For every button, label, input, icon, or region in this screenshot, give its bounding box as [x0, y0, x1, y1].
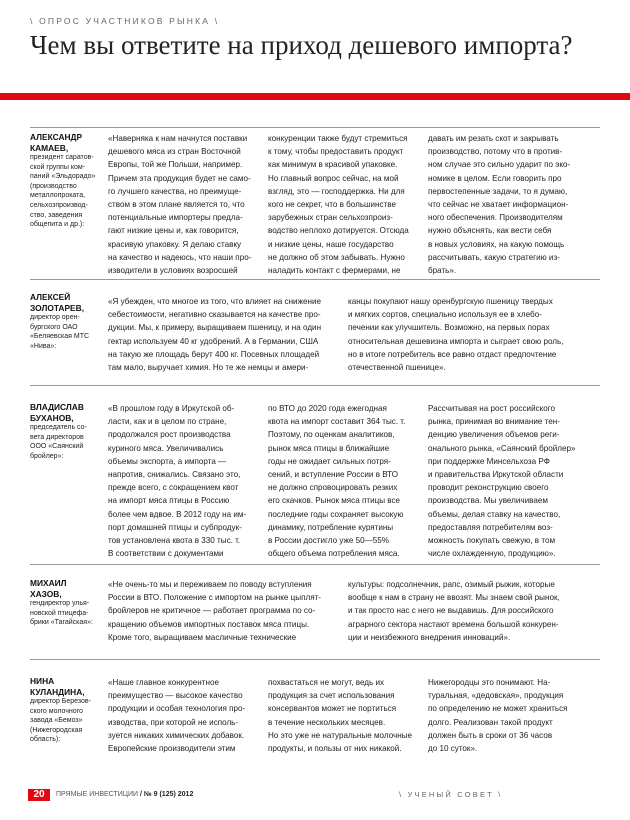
respondent-role: директор Березов-ского молочного завода «Бемоз» (Нижегородская область): — [30, 698, 91, 744]
section-divider — [30, 279, 600, 280]
section-divider — [30, 659, 600, 660]
issue-number: / № 9 (125) 2012 — [140, 791, 194, 798]
quote-column: «Наше главное конкурентное преимущество — высокое качество продукции и особая технология про- изводства, при которой не исполь- зуется никаких химических добавок. Европейские производители этим — [108, 678, 246, 754]
quote-column: «Не очень-то мы и переживаем по поводу вступления России в ВТО. Положение с импортом на рынке цыплят- бройлеров не критичное — работает программа по со- кращению объемов импортных поставок мяса птицы. Кроме того, выращиваем масличные технические — [108, 580, 321, 642]
quote-column: конкуренции также будут стремиться к тому, чтобы предоставить продукт как минимум в красивой упаковке. Но главный вопрос сейчас, на мой взгляд, это — господдержка. Ни для кого не секрет, что в большинстве зарубежных стран сельхозпроиз- водство неплохо дотируется. Отсюда и низкие цены, наше государство не должно об этом забывать. Нужно наладить контакт с фермерами, не — [268, 134, 409, 276]
respondent-role: председатель со-вета директоров ООО «Саянский бройлер»: — [30, 424, 87, 460]
respondent-bukhanov — [30, 402, 98, 461]
quote-column: «Наверняка к нам начнутся поставки дешевого мяса из стран Восточной Европы, той же Польши, например. Причем эта продукция будет не само- го лучшего качества, но преимуще- ством в этом плане является то, что потенциальные импортеры предла- гают низкие цены и, как говорится, красивую упаковку. Я делаю ставку на качество и надеюсь, что наши про- изводители в условиях возросшей — [108, 134, 252, 276]
respondent-kamaev — [30, 132, 98, 230]
page-headline: Чем вы ответите на приход дешевого импорта? — [30, 30, 573, 60]
respondent-name: ВЛАДИСЛАВ БУХАНОВ, — [30, 402, 84, 423]
respondent-zolotarev — [30, 292, 98, 351]
page-number: 20 — [28, 789, 50, 801]
section-divider — [30, 127, 600, 128]
respondent-khazov — [30, 578, 98, 628]
quote-column: по ВТО до 2020 года ежегодная квота на импорт составит 364 тыс. т. Поэтому, по оценкам аналитиков, рынок мяса птицы в ближайшие годы не ожидает сильных потря- сений, и вступление России в ВТО не должно спровоцировать резких его скачков. Рынок мяса птицы все последние годы сохраняет высокую динамику, потребление курятины в России достигло уже 50—55% общего объема потребления мяса. — [268, 404, 406, 559]
section-kicker: \ ОПРОС УЧАСТНИКОВ РЫНКА \ — [30, 16, 220, 26]
quote-column: Рассчитывая на рост российского рынка, принимая во внимание тен- денцию увеличения объемов реги- онального рынка, «Саянский бройлер» при поддержке Минсельхоза РФ и правительства Иркутской области проводит реконструкцию своего производства. Мы увеличиваем объемы, делая ставку на качество, предоставляя потребителям воз- можность покупать свежую, в том числе охлажденную, продукцию». — [428, 404, 576, 559]
respondent-name: МИХАИЛ ХАЗОВ, — [30, 578, 67, 599]
quote-column: похвастаться не могут, ведь их продукция за счет использования консервантов может не портиться в течение нескольких месяцев. Но это уже не натуральные молочные продукты, и пользы от них никакой. — [268, 678, 412, 754]
section-divider — [30, 385, 600, 386]
quote-column: культуры: подсолнечник, рапс, озимый рыжик, которые вообще к нам в страну не ввозят. Мы знаем свой рынок, и так просто нас с него не выдавишь. Для российского аграрного сектора настают времена большой конкурен- ции и неизбежного внедрения инноваций». — [348, 580, 560, 642]
respondent-name: НИНА КУЛАНДИНА, — [30, 676, 85, 697]
quote-column: «В прошлом году в Иркутской об- ласти, как и в целом по стране, продолжался рост производства куриного мяса. Увеличивались объемы экспорта, а импорта — напротив, снижались. Связано это, прежде всего, с сокращением квот на импорт мяса птицы в Россию более чем вдвое. В 2012 году на им- порт домашней птицы и субпродук- тов установлена квота в 330 тыс. т. В соответствии с документами — [108, 404, 247, 559]
quote-column: канцы покупают нашу оренбургскую пшеницу твердых и мягких сортов, специально используя ее в хлебо- печении как улучшитель. Возможно, на первых порах относительная дешевизна импорта и сыграет свою роль, но в итоге потребитель все равно отдаст предпочтение отечественной пшенице». — [348, 297, 564, 373]
section-divider — [30, 564, 600, 565]
headline-red-bar — [0, 93, 630, 100]
section-title: \ УЧЕНЫЙ СОВЕТ \ — [399, 790, 503, 799]
respondent-role: директор орен-бургского ОАО «Беляевская МТС «Нива»: — [30, 314, 90, 350]
respondent-role: президент саратов-ской группы ком-паний «Эльдорадо» (производство металлопроката, сельхозпроизвод-ство, заведения общепита и др.): — [30, 154, 96, 229]
respondent-role: гендиректор улья-новской птицефа-брики «Тагайская»: — [30, 600, 93, 627]
quote-column: давать им резать скот и закрывать производство, потому что в против- ном случае это сильно ударит по эко- номике в целом. Если говорить про первостепенные задачи, то я думаю, что сейчас не хватает информацион- ного обеспечения. Производителям нужно объяснять, как вести себя в новых условиях, на какую помощь рассчитывать, какую стратегию из- брать». — [428, 134, 571, 276]
magazine-credit — [56, 791, 193, 798]
respondent-name: АЛЕКСАНДР КАМАЕВ, — [30, 132, 83, 153]
respondent-kulandina — [30, 676, 98, 745]
magazine-title: ПРЯМЫЕ ИНВЕСТИЦИИ — [56, 791, 139, 798]
quote-column: Нижегородцы это понимают. На- туральная, «дедовская», продукция по определению не может храниться долго. Реализован такой продукт должен быть в сроки от 36 часов до 10 суток». — [428, 678, 568, 754]
respondent-name: АЛЕКСЕЙ ЗОЛОТАРЕВ, — [30, 292, 85, 313]
quote-column: «Я убежден, что многое из того, что влияет на снижение себестоимости, негативно сказывается на качестве про- дукции. Мы, к примеру, выращиваем пшеницу, и на один гектар используем 40 кг удобрений. А в Германии, США на такую же площадь берут 400 кг. Посевных площадей там мало, выручает химия. Но те же немцы и амери- — [108, 297, 322, 373]
